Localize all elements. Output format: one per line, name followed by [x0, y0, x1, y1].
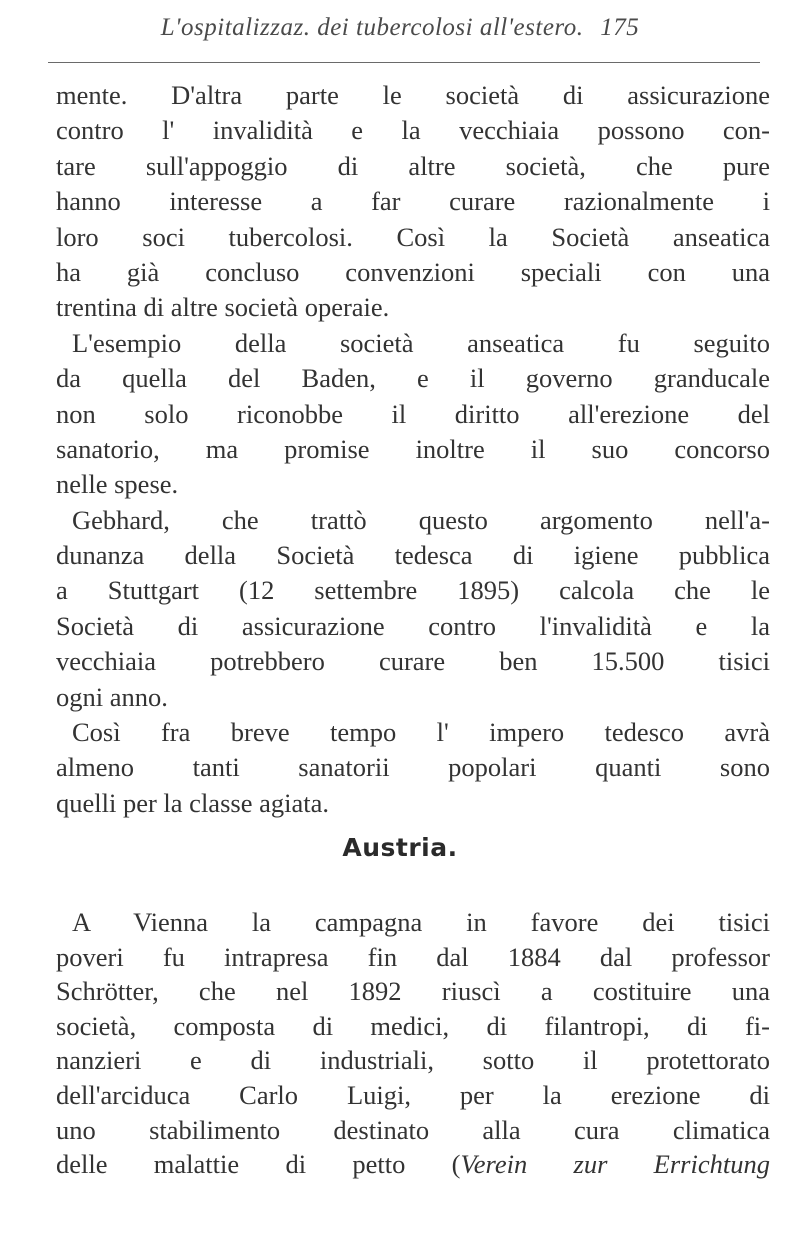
running-head — [0, 14, 800, 42]
text-line: L'esempio della società anseatica fu seguito — [72, 327, 770, 358]
text-line: A Vienna la campagna in favore dei tisici — [72, 907, 770, 937]
text-line: quelli per la classe agiata. — [56, 787, 329, 818]
text-line: trentina di altre società operaie. — [56, 292, 390, 323]
text-line: Così fra breve tempo l' impero tedesco avrà — [72, 717, 770, 748]
last-line-prefix: delle malattie di petto ( — [56, 1149, 461, 1180]
section-heading: Austria. — [342, 833, 458, 862]
text-line: contro l' invalidità e la vecchiaia possono con- — [56, 115, 770, 146]
text-line: dell'arciduca Carlo Luigi, per la erezione di — [56, 1079, 770, 1110]
text-line: non solo riconobbe il diritto all'erezione del — [56, 398, 770, 429]
last-line-italic: Verein zur Errichtung — [460, 1149, 770, 1180]
text-line: Gebhard, che trattò questo argomento nell'a- — [72, 504, 770, 535]
text-line: Schrötter, che nel 1892 riuscì a costituire una — [56, 976, 770, 1007]
text-line: società, composta di medici, di filantropi, di fi- — [56, 1010, 770, 1041]
text-line: da quella del Baden, e il governo granducale — [56, 363, 770, 394]
text-line: almeno tanti sanatorii popolari quanti sono — [56, 752, 770, 783]
text-line: ha già concluso convenzioni speciali con una — [56, 256, 770, 287]
text-line: mente. D'altra parte le società di assicurazione — [56, 80, 770, 110]
text-line: tare sull'appoggio di altre società, che pure — [56, 150, 770, 181]
running-title: L'ospitalizzaz. dei tubercolosi all'estero. — [160, 14, 584, 41]
text-line: nelle spese. — [56, 469, 179, 500]
text-line: poveri fu intrapresa fin dal 1884 dal professor — [56, 941, 770, 972]
section-body-text — [56, 905, 770, 1182]
text-line: ogni anno. — [56, 681, 168, 712]
text-line: sanatorio, ma promise inoltre il suo concorso — [56, 433, 770, 464]
text-line: hanno interesse a far curare razionalmente i — [56, 186, 770, 217]
text-line: loro soci tubercolosi. Così la Società anseatica — [56, 221, 770, 252]
page-number: 175 — [600, 14, 640, 41]
text-line: uno stabilimento destinato alla cura climatica — [56, 1114, 770, 1145]
body-text — [56, 78, 770, 821]
header-rule — [48, 62, 760, 63]
text-line: Società di assicurazione contro l'invalidità e la — [56, 610, 770, 641]
text-line: dunanza della Società tedesca di igiene pubblica — [56, 540, 770, 571]
text-line: vecchiaia potrebbero curare ben 15.500 tisici — [56, 646, 770, 677]
text-line: nanzieri e di industriali, sotto il protettorato — [56, 1045, 770, 1076]
text-line: a Stuttgart (12 settembre 1895) calcola che le — [56, 575, 770, 606]
text-line-last — [56, 1147, 770, 1182]
